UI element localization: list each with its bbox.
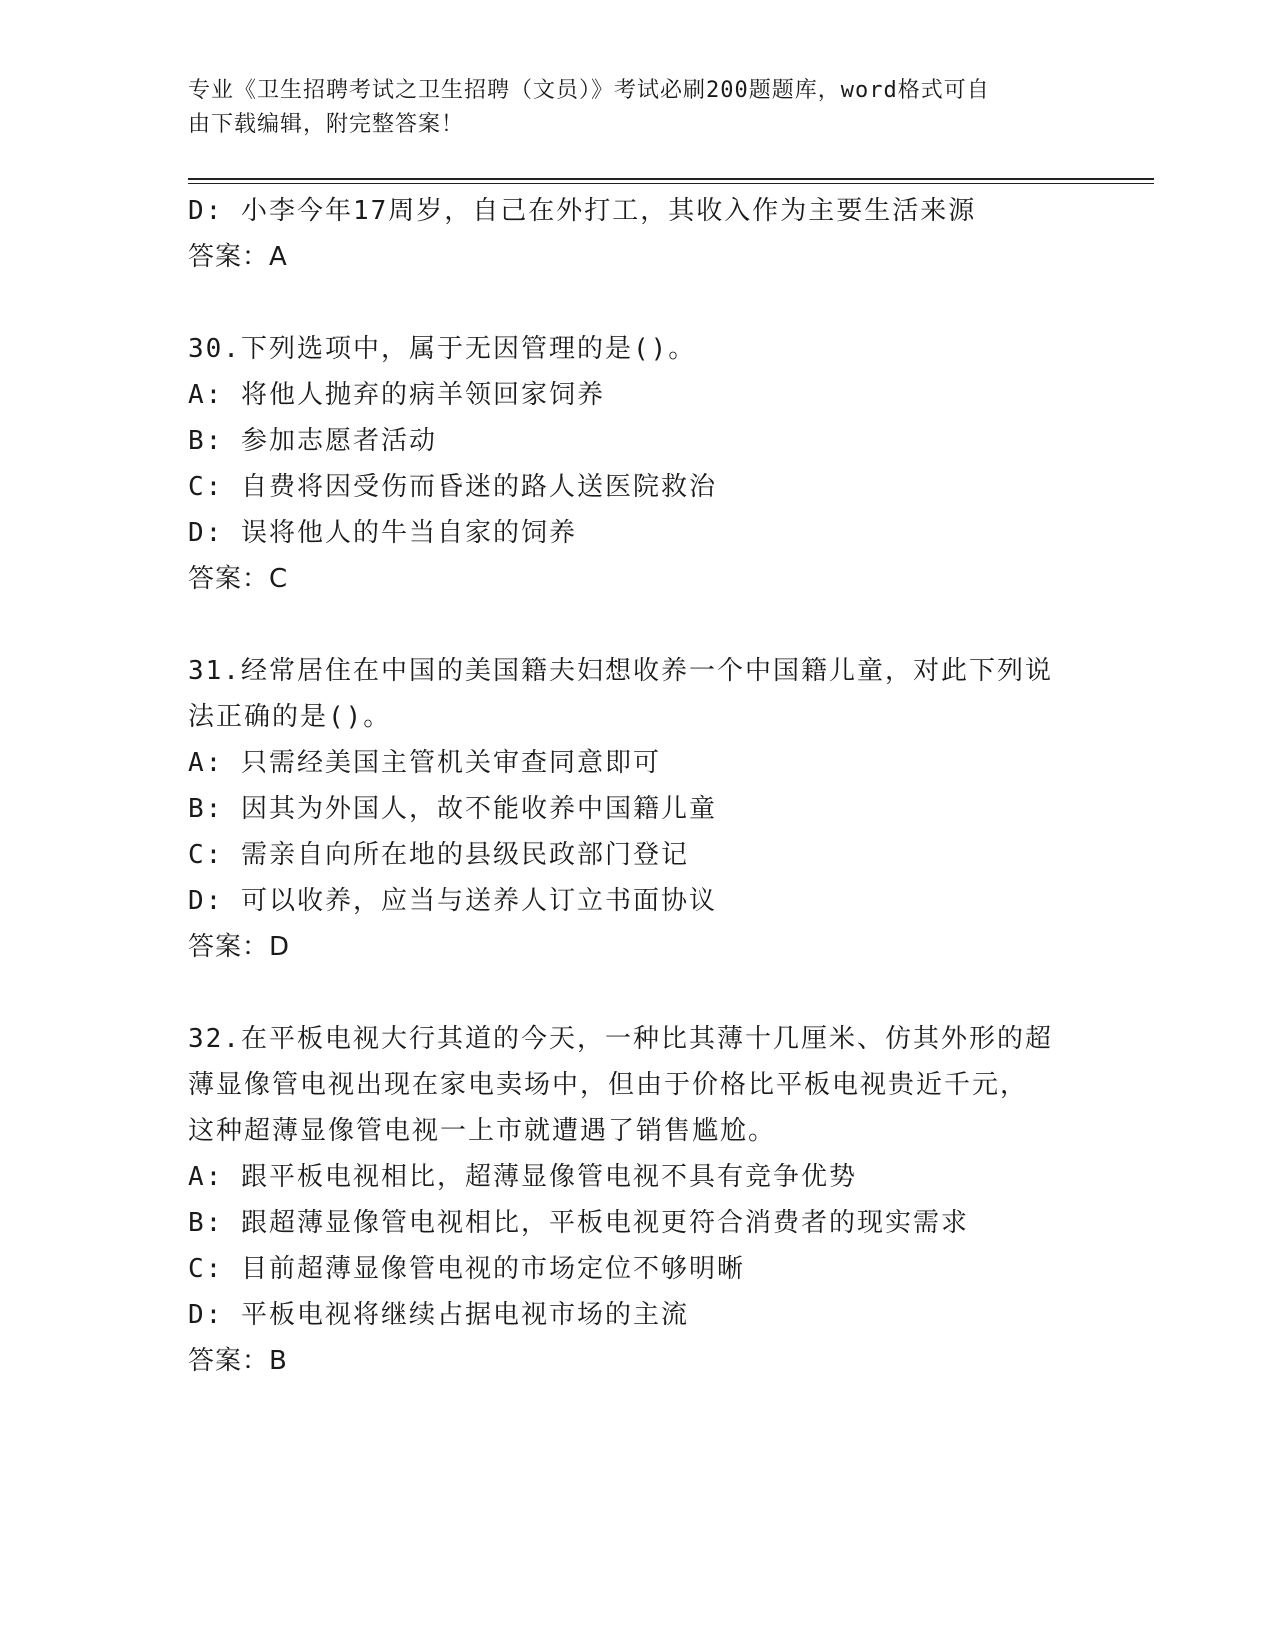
prev-option-d: D: 小李今年17周岁，自己在外打工，其收入作为主要生活来源 <box>188 196 977 226</box>
answer: 答案：D <box>188 932 291 962</box>
prev-answer: 答案：A <box>188 242 288 272</box>
option-d: D: 可以收养，应当与送养人订立书面协议 <box>188 886 717 916</box>
page-header <box>188 74 1068 142</box>
question-stem: 31.经常居住在中国的美国籍夫妇想收养一个中国籍儿童，对此下列说 <box>188 656 1053 686</box>
question-32 <box>188 1016 1088 1384</box>
spacer <box>188 970 1088 1016</box>
option-c: C: 目前超薄显像管电视的市场定位不够明晰 <box>188 1254 745 1284</box>
question-31 <box>188 648 1088 970</box>
option-a: A: 跟平板电视相比，超薄显像管电视不具有竞争优势 <box>188 1162 857 1192</box>
question-stem: 这种超薄显像管电视一上市就遭遇了销售尴尬。 <box>188 1116 777 1146</box>
question-stem: 32.在平板电视大行其道的今天，一种比其薄十几厘米、仿其外形的超 <box>188 1024 1053 1054</box>
option-c: C: 需亲自向所在地的县级民政部门登记 <box>188 840 689 870</box>
answer: 答案：B <box>188 1346 288 1376</box>
spacer <box>188 280 1088 326</box>
answer: 答案：C <box>188 564 289 594</box>
question-content <box>188 188 1088 1384</box>
question-stem: 薄显像管电视出现在家电卖场中，但由于价格比平板电视贵近千元， <box>188 1070 1029 1100</box>
header-line-1: 专业《卫生招聘考试之卫生招聘（文员）》考试必刷200题题库，word格式可自 <box>188 78 990 103</box>
header-line-2: 由下载编辑，附完整答案！ <box>188 112 465 137</box>
option-b: B: 因其为外国人，故不能收养中国籍儿童 <box>188 794 717 824</box>
option-d: D: 平板电视将继续占据电视市场的主流 <box>188 1300 689 1330</box>
option-c: C: 自费将因受伤而昏迷的路人送医院救治 <box>188 472 717 502</box>
header-divider-thick <box>188 178 1154 180</box>
option-d: D: 误将他人的牛当自家的饲养 <box>188 518 577 548</box>
question-stem: 30.下列选项中，属于无因管理的是()。 <box>188 334 697 364</box>
option-a: A: 只需经美国主管机关审查同意即可 <box>188 748 661 778</box>
header-divider-thin <box>188 183 1154 184</box>
option-a: A: 将他人抛弃的病羊领回家饲养 <box>188 380 605 410</box>
question-stem: 法正确的是()。 <box>188 702 392 732</box>
option-b: B: 参加志愿者活动 <box>188 426 437 456</box>
option-b: B: 跟超薄显像管电视相比，平板电视更符合消费者的现实需求 <box>188 1208 969 1238</box>
spacer <box>188 602 1088 648</box>
question-30 <box>188 326 1088 602</box>
